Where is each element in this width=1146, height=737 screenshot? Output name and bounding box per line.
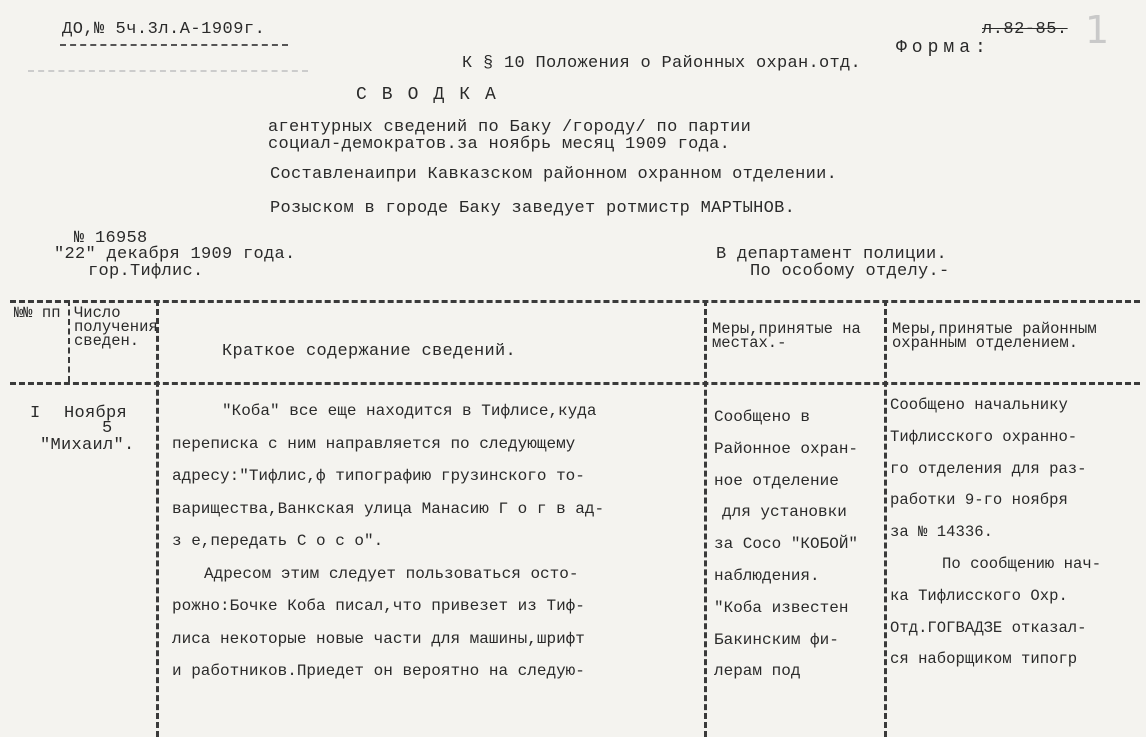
table-top-rule bbox=[10, 300, 1140, 303]
column-divider-2 bbox=[156, 300, 159, 737]
row-index: I bbox=[30, 404, 41, 423]
header-date-received: Число получения сведен. bbox=[74, 304, 158, 350]
header-local-measures: Меры,принятые на местах.- bbox=[712, 320, 861, 352]
district-measures-line: Тифлисского охранно- bbox=[890, 427, 1078, 446]
district-measures-line: ся наборщиком типогр bbox=[890, 650, 1078, 669]
form-label: Форма: bbox=[896, 38, 991, 58]
summary-line: переписка с ним направляется по следующему bbox=[172, 434, 576, 453]
header-summary: Краткое содержание сведений. bbox=[222, 342, 517, 361]
dispatch-date: "22" декабря 1909 года. bbox=[54, 245, 296, 264]
column-divider-3 bbox=[704, 300, 707, 737]
district-measures-line: за № 14336. bbox=[890, 523, 993, 542]
local-measures-line: наблюдения. bbox=[714, 566, 820, 585]
summary-line: адресу:"Тифлис,ф типографию грузинского то- bbox=[172, 467, 585, 485]
investigator-line: Розыском в городе Баку заведует ротмистр МАРТЫНОВ. bbox=[270, 199, 796, 218]
column-divider-1 bbox=[68, 300, 70, 382]
dispatch-city: гор.Тифлис. bbox=[88, 262, 204, 281]
subtitle-line-2: социал-демократов.за ноябрь месяц 1909 года. bbox=[268, 135, 731, 154]
header-number: №№ пп bbox=[14, 304, 61, 322]
compiled-at: Составленаипри Кавказском районном охранном отделении. bbox=[270, 165, 838, 184]
local-measures-line: "Коба известен bbox=[714, 598, 849, 617]
summary-line: лиса некоторые новые части для машины,шрифт bbox=[172, 629, 585, 648]
local-measures-line: ное отделение bbox=[714, 471, 839, 490]
summary-line: рожно:Бочке Коба писал,что привезет из Тиф- bbox=[172, 597, 585, 615]
local-measures-line: для установки bbox=[722, 503, 847, 522]
regulation-reference: К § 10 Положения о Районных охран.отд. bbox=[462, 54, 862, 73]
pencil-mark: 1 bbox=[1085, 8, 1110, 52]
subtitle-line-1: агентурных сведений по Баку /городу/ по партии bbox=[268, 118, 752, 137]
district-measures-line: го отделения для раз- bbox=[890, 459, 1087, 478]
local-measures-line: Районное охран- bbox=[714, 439, 859, 458]
addressee-line-1: В департамент полиции. bbox=[716, 245, 948, 264]
archive-reference: ДО,№ 5ч.3л.А-1909г. bbox=[62, 20, 266, 39]
local-measures-text bbox=[714, 402, 858, 688]
row-month: Ноября bbox=[64, 404, 128, 423]
table-header-rule bbox=[10, 382, 1140, 385]
local-measures-line: Сообщено в bbox=[714, 408, 811, 426]
addressee-line-2: По особому отделу.- bbox=[750, 262, 950, 281]
row-day: 5 bbox=[102, 419, 113, 438]
dispatch-number: № 16958 bbox=[74, 229, 148, 248]
district-measures-line: По сообщению нач- bbox=[942, 554, 1102, 573]
faint-dashed-rule bbox=[28, 70, 308, 72]
row-agent: "Михаил". bbox=[40, 436, 135, 455]
district-measures-text bbox=[890, 390, 1101, 676]
summary-line: Адресом этим следует пользоваться осто- bbox=[204, 564, 579, 583]
district-measures-line: Отд.ГОГВАДЗЕ отказал- bbox=[890, 618, 1087, 637]
district-measures-line: Сообщено начальнику bbox=[890, 396, 1068, 414]
local-measures-line: лерам под bbox=[714, 662, 801, 681]
archive-reference-underline bbox=[60, 44, 288, 46]
local-measures-line: Бакинским фи- bbox=[714, 630, 839, 649]
local-measures-line: за Сосо "КОБОЙ" bbox=[714, 535, 859, 554]
summary-text bbox=[172, 395, 604, 688]
summary-line: "Коба" все еще находится в Тифлисе,куда bbox=[222, 402, 597, 420]
sheet-reference: л.82-85. bbox=[982, 20, 1068, 39]
column-divider-4 bbox=[884, 300, 887, 737]
summary-line: варищества,Ванкская улица Манасию Г о г в ад- bbox=[172, 499, 605, 518]
header-district-measures: Меры,принятые районным охранным отделением. bbox=[892, 320, 1097, 352]
summary-line: з е,передать С о с о". bbox=[172, 532, 384, 550]
district-measures-line: ка Тифлисского Охр. bbox=[890, 586, 1068, 605]
document-title: СВОДКА bbox=[356, 85, 511, 105]
district-measures-line: работки 9-го ноября bbox=[890, 491, 1068, 510]
summary-line: и работников.Приедет он вероятно на следую- bbox=[172, 662, 585, 680]
